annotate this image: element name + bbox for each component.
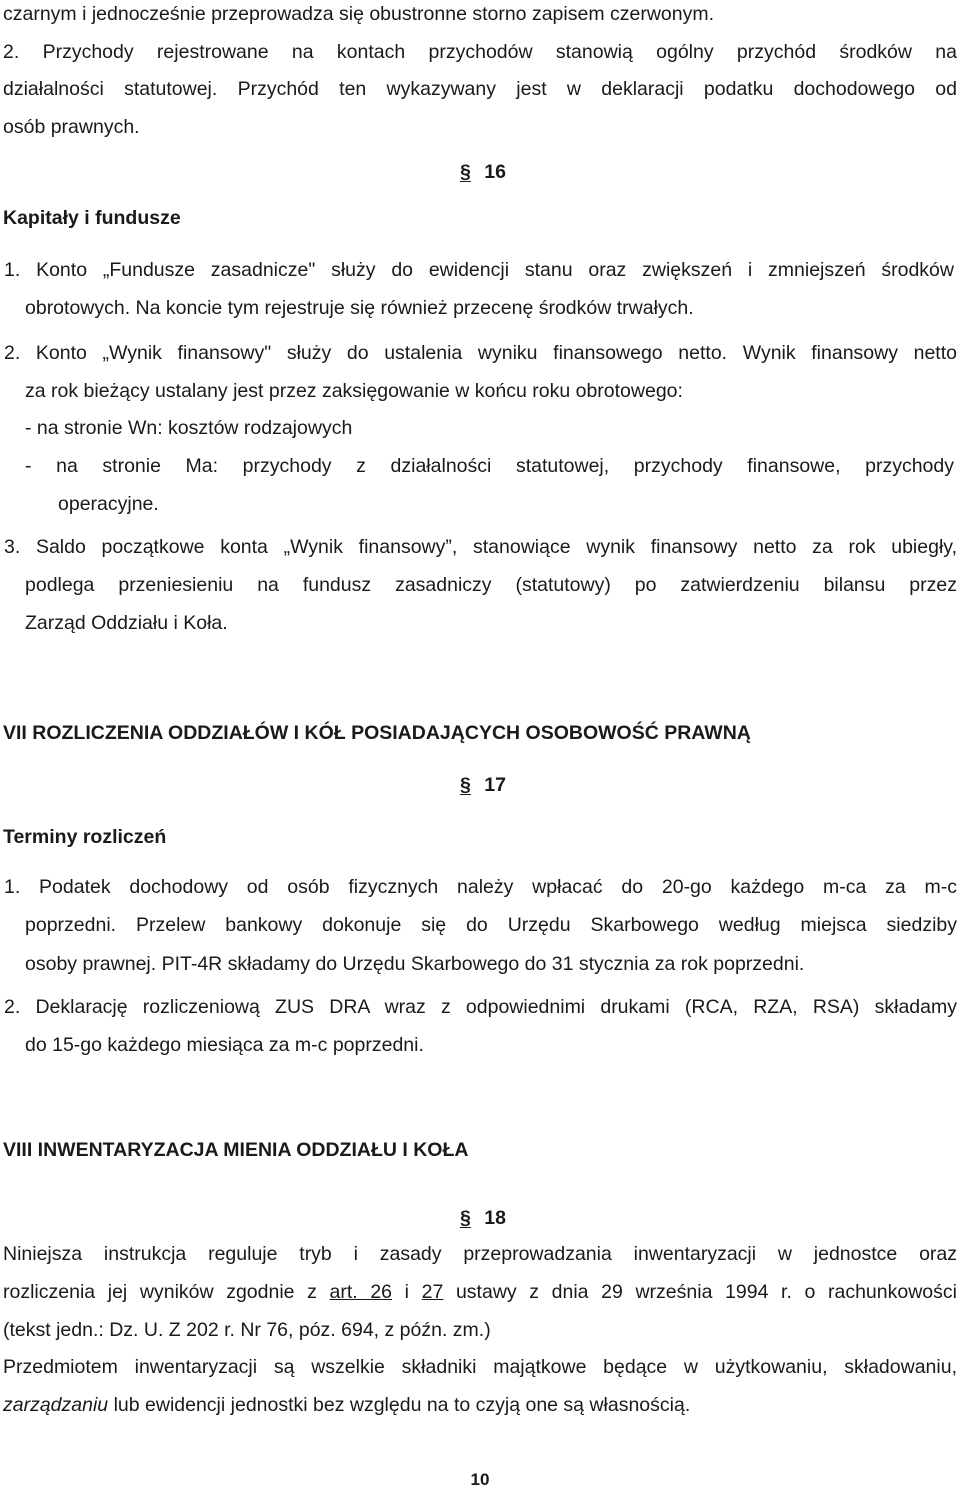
article-26-link[interactable]: art. 26 [329,1281,393,1303]
text-segment: i [392,1281,422,1303]
text-line: 2. Przychody rejestrowane na kontach przychodów stanowią ogólny przychód środków na [3,41,957,63]
text-line: do 15-go każdego miesiąca za m-c poprzedni. [25,1034,424,1056]
text-line: podlega przeniesieniu na fundusz zasadniczy (statutowy) po zatwierdzeniu bilansu przez [25,574,957,596]
italic-term: zarządzaniu [3,1394,109,1416]
section-16-number [460,160,506,184]
text-line: 2. Deklarację rozliczeniową ZUS DRA wraz z odpowiednimi drukami (RCA, RZA, RSA) składamy [4,996,957,1018]
section-title: Kapitały i fundusze [3,207,181,229]
text-line: 2. Konto „Wynik finansowy" służy do ustalenia wyniku finansowego netto. Wynik finansowy netto [4,342,957,364]
text-line: działalności statutowej. Przychód ten wykazywany jest w deklaracji podatku dochodowego od [3,78,957,100]
chapter-heading: VIII INWENTARYZACJA MIENIA ODDZIAŁU I KOŁA [3,1139,469,1161]
article-27-link[interactable]: 27 [421,1281,444,1303]
text-line: Przedmiotem inwentaryzacji są wszelkie składniki majątkowe będące w użytkowaniu, składowaniu, [3,1356,957,1378]
text-line: - na stronie Wn: kosztów rodzajowych [25,417,353,439]
text-line: obrotowych. Na koncie tym rejestruje się również przecenę środków trwałych. [25,297,694,319]
text-line [3,1280,957,1304]
text-line: 1. Konto „Fundusze zasadnicze" służy do ewidencji stanu oraz zwiększeń i zmniejszeń środków [4,259,954,281]
paragraph-mark: § [460,1207,471,1229]
section-number: 18 [484,1207,506,1229]
text-segment: rozliczenia jej wyników zgodnie z [3,1281,330,1303]
text-line: 1. Podatek dochodowy od osób fizycznych należy wpłacać do 20-go każdego m-ca za m-c [4,876,957,898]
chapter-heading: VII ROZLICZENIA ODDZIAŁÓW I KÓŁ POSIADAJĄCYCH OSOBOWOŚĆ PRAWNĄ [3,722,751,744]
section-number: 16 [484,161,506,183]
text-line: osób prawnych. [3,116,140,138]
text-segment: ustawy z dnia 29 września 1994 r. o rachunkowości [443,1281,957,1303]
paragraph-mark: § [460,774,471,796]
section-18-number [460,1206,506,1230]
text-line: Niniejsza instrukcja reguluje tryb i zasady przeprowadzania inwentaryzacji w jednostce oraz [3,1243,957,1265]
text-segment: lub ewidencji jednostki bez względu na to czyją one są własnością. [108,1394,691,1416]
text-line: czarnym i jednocześnie przeprowadza się obustronne storno zapisem czerwonym. [3,3,714,25]
paragraph-mark: § [460,161,471,183]
text-line: Zarząd Oddziału i Koła. [25,612,228,634]
text-line: za rok bieżący ustalany jest przez zaksięgowanie w końcu roku obrotowego: [25,380,683,402]
page-number: 10 [470,1470,490,1489]
section-17-number [460,773,506,797]
text-line: 3. Saldo początkowe konta „Wynik finansowy”, stanowiące wynik finansowy netto za rok ubiegły, [4,536,957,558]
text-line: (tekst jedn.: Dz. U. Z 202 r. Nr 76, póz. 694, z późn. zm.) [3,1319,491,1341]
text-line: operacyjne. [58,493,159,515]
text-line: osoby prawnej. PIT-4R składamy do Urzędu Skarbowego do 31 stycznia za rok poprzedni. [25,953,805,975]
section-title: Terminy rozliczeń [3,826,167,848]
section-number: 17 [484,774,506,796]
text-line [3,1393,954,1417]
text-line: poprzedni. Przelew bankowy dokonuje się do Urzędu Skarbowego według miejsca siedziby [25,914,957,936]
text-line: - na stronie Ma: przychody z działalności statutowej, przychody finansowe, przychody [25,455,954,477]
